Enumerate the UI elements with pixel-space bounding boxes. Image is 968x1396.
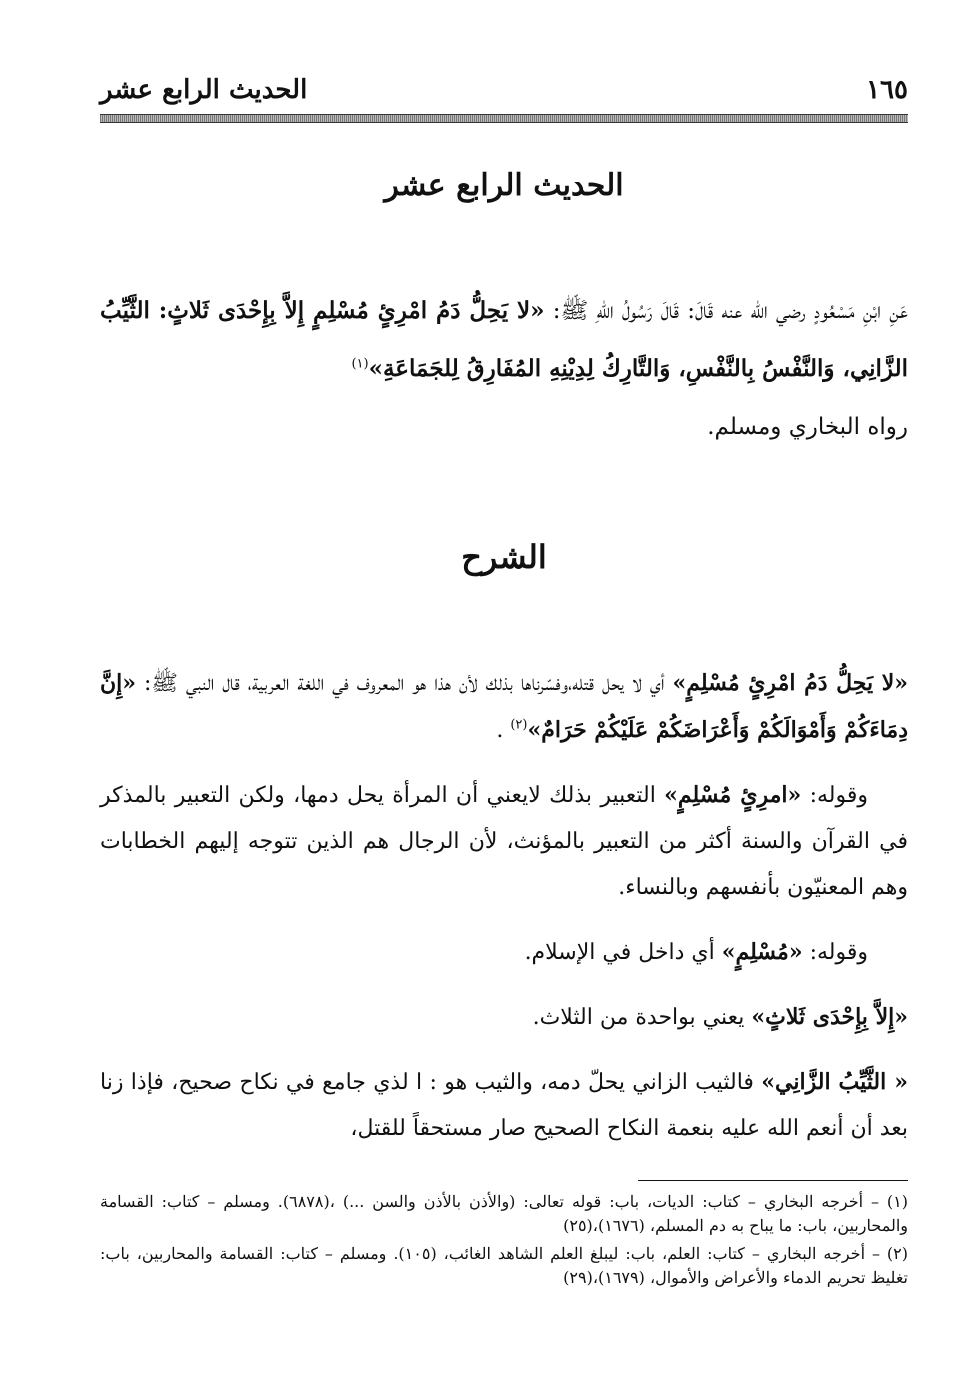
paragraph-text: فالثيب الزاني يحلّ دمه، والثيب هو : ا لذي جامع في نكاح صحيح، فإذا زنا بعد أن أنعم الله عليه بنعمة النكاح الصحيح صار مستحقاً للقتل، — [100, 1070, 908, 1141]
footnote-ref-2[interactable]: (٢) — [510, 717, 528, 733]
hadith-text — [100, 282, 908, 456]
commentary — [100, 660, 908, 1170]
hadith-lead: عَنِ ابْنِ مَسْعُودٍ رضي الله عنه قَالَ: قَالَ رَسُولُ اللهِ ﷺ: — [544, 298, 909, 324]
running-title: الحديث الرابع عشر — [100, 75, 308, 105]
paragraph-text: أي لا يحل قتله،وفسّرناها بذلك لأن هذا هو المعروف في اللغة العربية، قال النبي ﷺ: — [136, 671, 673, 696]
chapter-title: الحديث الرابع عشر — [384, 168, 624, 203]
quoted-phrase: «إِلاَّ بِإِحْدَى ثَلاثٍ» — [751, 1004, 908, 1030]
quoted-phrase: «مُسْلِمٍ» — [721, 939, 803, 965]
footnote-separator — [638, 1180, 908, 1181]
footnote-2: (٢) – أخرجه البخاري – كتاب: العلم، باب: ليبلغ العلم الشاهد الغائب، (١٠٥). ومسلم – كتاب: القسامة والمحاربين، باب: تغليظ تحريم الدماء والأعراض والأموال، (١٦٧٩)،(٢٩) — [100, 1244, 908, 1287]
footnote-ref-1[interactable]: (١) — [351, 356, 369, 372]
quoted-phrase: «امرِئٍ مُسْلِمٍ» — [664, 782, 802, 808]
paragraph-text: أي داخل في الإسلام. — [524, 940, 722, 965]
quoted-phrase: «لا يَحِلُّ دَمُ امْرِئٍ مُسْلِمٍ» — [672, 670, 909, 696]
footnote-1: (١) – أخرجه البخاري – كتاب: الديات، باب: قوله تعالى: (والأذن بالأذن والسن ...) ،(٦٨٧٨). ومسلم – كتاب: القسامة والمحاربين، باب: ما يباح به دم المسلم، (١٦٧٦)،(٢٥) — [100, 1192, 909, 1235]
header-rule — [100, 114, 908, 123]
paragraph-text: . — [496, 718, 511, 743]
paragraph-text: يعني بواحدة من الثلاث. — [532, 1005, 752, 1030]
running-header — [100, 68, 908, 112]
hadith-quote: «لا يَحِلُّ دَمُ امْرِئٍ مُسْلِمٍ إِلاَّ بِإِحْدَى ثَلاثٍ: الثَّيِّبُ الزَّانِي، وَالنَّفْسُ بِالنَّفْسِ، وَالتَّارِكُ لِدِيْنِهِ المُفَارِقُ لِلجَمَاعَةِ» — [100, 297, 908, 382]
paragraph-text: وقوله: — [801, 783, 868, 808]
commentary-paragraph — [100, 994, 908, 1041]
commentary-paragraph — [100, 1059, 908, 1152]
paragraph-text: وقوله: — [802, 940, 868, 965]
hadith-narrators: رواه البخاري ومسلم. — [707, 414, 908, 440]
commentary-paragraph — [100, 929, 908, 976]
section-title: الشرح — [461, 538, 547, 576]
commentary-paragraph — [100, 772, 908, 911]
commentary-paragraph — [100, 660, 908, 754]
paragraph-text: التعبير بذلك لايعني أن المرأة يحل دمها، ولكن التعبير بالمذكر في القرآن والسنة أكثر من التعبير بالمؤنث، لأن الرجال هم الذين تتوجه إليهم الخطابات وهم المعنيّون بأنفسهم وبالنساء. — [100, 783, 908, 900]
quoted-phrase: « الثَّيِّبُ الزَّانِي» — [761, 1069, 908, 1095]
page-number: ١٦٥ — [866, 75, 908, 105]
footnotes — [100, 1190, 908, 1294]
quoted-phrase: «إِنَّ دِمَاءَكُمْ وَأَمْوَالَكُمْ وَأَعْرَاضَكُمْ عَلَيْكُمْ حَرَامٌ» — [100, 670, 908, 743]
